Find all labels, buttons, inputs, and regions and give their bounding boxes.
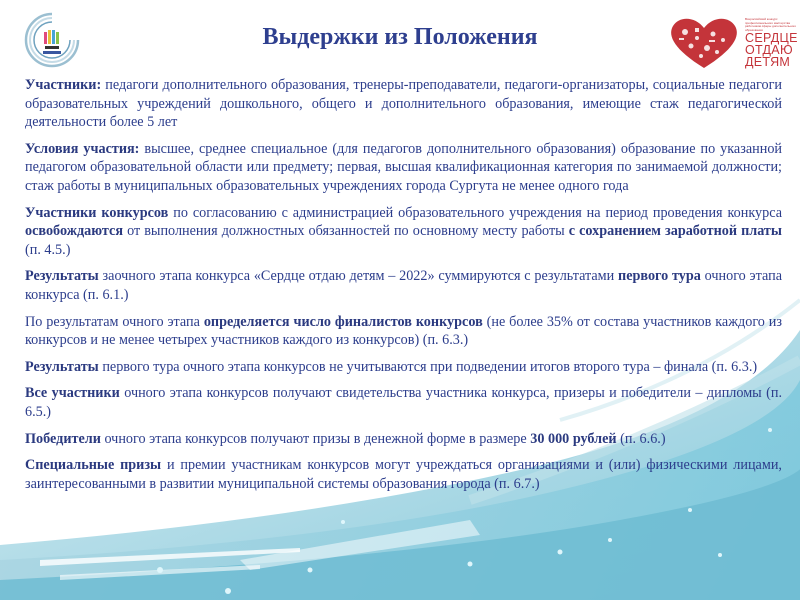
emphasis-text: Участники:: [25, 77, 102, 93]
regulation-excerpts: [25, 76, 782, 501]
regulation-paragraph: [25, 384, 782, 421]
body-text: высшее, среднее специальное (для педагогов дополнительного образования) образование по указанной педагогом образовательной области или предмету; первая, высшая квалификационная категория по занимаемой должности; стаж работы в муниципальных образовательных учреждениях города Сургута не менее одного года: [25, 140, 783, 194]
regulation-paragraph: [25, 456, 782, 493]
contest-tagline: Всероссийский конкурс профессионального мастерства работников сферы дополнительного образования: [745, 17, 797, 32]
body-text: заочного этапа конкурса «Сердце отдаю детям – 2022» суммируются с результатами: [98, 268, 619, 285]
emphasis-text: Все участники: [25, 385, 120, 402]
emphasis-text: определяется число финалистов конкурсов: [203, 313, 483, 330]
regulation-paragraph: [25, 76, 782, 132]
emphasis-text: Результаты: [25, 358, 99, 375]
body-text: педагоги дополнительного образования, тренеры-преподаватели, педагоги-организаторы, социальные педагоги образовательных учреждений дошкольного, общего и дополнительного образования, имеющие стаж педагогической деятельности более 5 лет: [25, 77, 782, 131]
emphasis-text: с сохранением заработной платы: [568, 223, 782, 240]
regulation-paragraph: [25, 358, 782, 377]
emphasis-text: Результаты: [25, 268, 99, 285]
regulation-paragraph: [25, 204, 782, 260]
regulation-paragraph: [25, 140, 782, 196]
page-title: Выдержки из Положения: [262, 24, 538, 50]
body-text: (не более 35% от состава участников каждого из конкурсов и не менее четырех участников каждого из конкурсов) (п. 6.3.): [25, 313, 782, 349]
emphasis-text: 30 000 рублей: [530, 430, 617, 447]
emphasis-text: Условия участия:: [25, 140, 140, 157]
body-text: очного этапа конкурсов получают свидетельства участника конкурса, призеры и победители – дипломы (п. 6.5.): [25, 385, 782, 420]
regulation-paragraph: [25, 430, 782, 449]
heart-contest-logo: [665, 14, 800, 72]
emphasis-text: Победители: [25, 430, 101, 447]
slide-header: [0, 0, 800, 70]
body-text: очного этапа конкурсов получают призы в денежной форме в размере: [100, 430, 531, 447]
emphasis-text: Участники конкурсов: [25, 204, 169, 221]
emphasis-text: освобождаются: [25, 223, 124, 240]
body-text: первого тура очного этапа конкурсов не учитываются при подведении итогов второго тура – финала (п. 6.3.): [98, 358, 758, 375]
regulation-paragraph: [25, 267, 782, 304]
body-text: (п. 4.5.): [25, 241, 71, 258]
body-text: (п. 6.6.): [616, 430, 666, 447]
body-text: по согласованию с администрацией образовательного учреждения на период проведения конкурса: [168, 204, 783, 221]
heart-icon: [665, 14, 743, 72]
body-text: очного этапа конкурса (п. 6.1.): [25, 268, 782, 303]
regulation-paragraph: [25, 313, 782, 350]
emphasis-text: первого тура: [618, 268, 701, 285]
body-text: По результатам очного этапа: [25, 313, 204, 330]
emphasis-text: Специальные призы: [25, 457, 162, 474]
contest-name: СЕРДЦЕ ОТДАЮ ДЕТЯМ: [745, 31, 798, 69]
body-text: от выполнения должностных обязанностей по основному месту работы: [123, 223, 569, 240]
body-text: и премии участникам конкурсов могут учреждаться организациями и (или) физическими лицами, заинтересованными в развитии муниципальной системы образования города (п. 6.7.): [25, 457, 782, 492]
